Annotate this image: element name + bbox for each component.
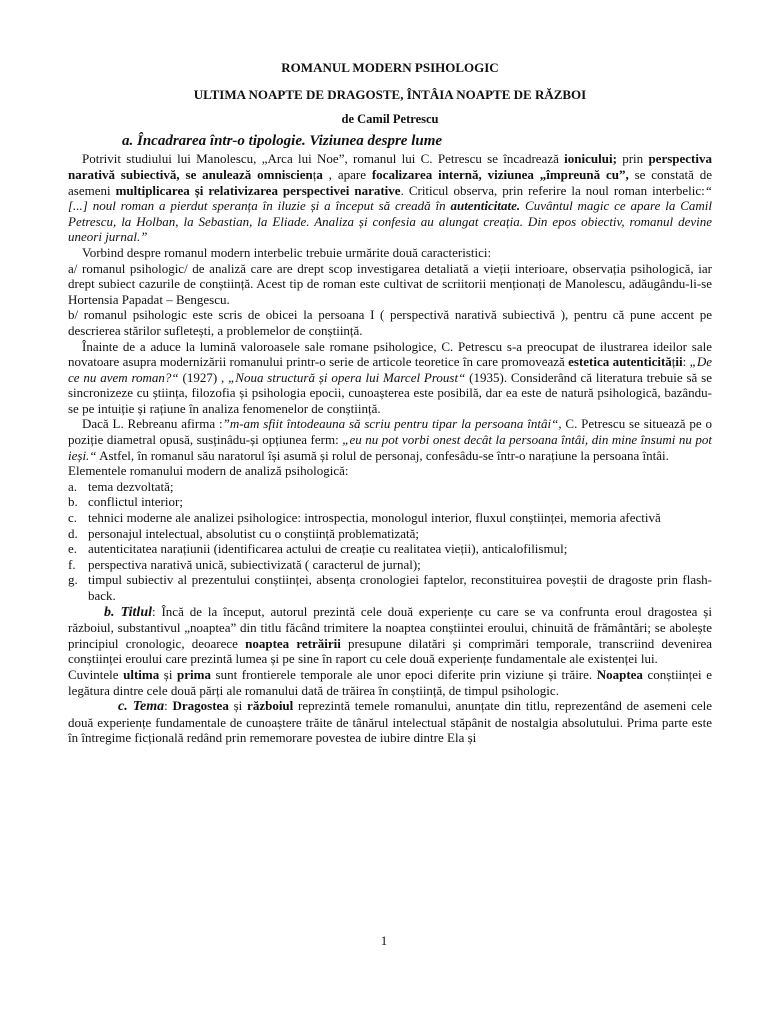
list-item: b. conflictul interior; — [68, 494, 183, 510]
paragraph-5: Înainte de a aduce la lumină valoroasele sale romane psihologice, C. Petrescu s-a preocupat de ilustrarea ideilor sale novatoare asupra modernizării romanului printr-o serie de articole teoretice în care promovează estetica autenticității: „De ce nu avem roman?“ (1927) , „Noua structură și opera lui Marcel Proust“ (1935). Considerând că literatura trebuie să se sincronizeze cu știința, filozofia și psihologia epocii, cunoașterea este posibilă, dar ea este de natură psihologică, bazându-se pe intuiție și rațiune în analiza fenomenelor de conștiință. — [68, 338, 712, 416]
document-title: ROMANUL MODERN PSIHOLOGIC — [281, 60, 499, 75]
section-c-heading: c. Tema — [118, 699, 165, 715]
list-item: a. tema dezvoltată; — [68, 478, 174, 494]
list-item: e. autenticitatea narațiunii (identificarea actului de creație cu realitatea vieții), anticalofilismul; — [68, 541, 568, 557]
paragraph-1: Potrivit studiului lui Manolescu, „Arca lui Noe”, romanul lui C. Petrescu se încadrează ionicului; prin perspectiva narativă subiectivă, se anulează omnisciența , apare focalizarea internă, viziunea „împreună cu”, se constată de asemeni multiplicarea și relativizarea perspectivei narative. Criticul observa, prin referire la noul roman interbelic:“ [...] noul roman a pierdut speranța în iluzie și a început să creadă în autenticitate. Cuvântul magic ce apare la Camil Petrescu, la Holban, la Sebastian, la Eliade. Analiza și confesia au alungat creația. Din epos obiectiv, romanul devine uneori jurnal.” — [68, 151, 713, 245]
section-b-paragraph: b. Titlul: Încă de la început, autorul prezintă cele două experiențe cu care se va confrunta eroul dragostea și războiul, substantivul „noaptea” din titlu făcând trimitere la noaptea conștiintei eroului, chinuită de frământări; se abolește principiul cronologic, deoarece noaptea retrăirii presupune dilatări și comprimări temporale, transcriind devenirea conștiinței eroului care prezintă lumea și pe sine în raport cu cele două experiențe fundamentale ale existenței lui. — [68, 603, 712, 667]
document-author: de Camil Petrescu — [341, 112, 439, 127]
paragraph-8: Cuvintele ultima și prima sunt frontierele temporale ale unor epoci diferite prin viziune și trăire. Noaptea conștiinței e legătura dintre cele două părți ale romanului dată de trăirea în conștiință, de timpul psihologic. — [68, 666, 712, 698]
list-item: c. tehnici moderne ale analizei psihologice: introspectia, monologul interior, fluxul conștiinței, memoria afectivă — [68, 510, 661, 526]
section-c-paragraph: c. Tema: Dragostea și războiul reprezintă temele romanului, anunțate din titlu, reprezentând de asemeni cele două experiențe fundamentale de cunoaștere trăite de tânărul intelectual stăpânit de nostalgia absolutului. Prima parte este în întregime ficțională redând prin rememorare povestea de iubire dintre Ela și — [68, 698, 712, 746]
list-item: g. timpul subiectiv al prezentului conștiinței, absența cronologiei faptelor, reconstituirea poveștii de dragoste prin flash-back. — [68, 572, 712, 603]
paragraph-2: Vorbind despre romanul modern interbelic trebuie urmărite două caracteristici: — [82, 244, 492, 260]
document-subtitle: ULTIMA NOAPTE DE DRAGOSTE, ÎNTÂIA NOAPTE DE RĂZBOI — [193, 86, 587, 102]
paragraph-7: Elementele romanului modern de analiză psihologică: — [68, 463, 349, 479]
paragraph-4: b/ romanul psihologic este scris de obicei la persoana I ( perspectivă narativă subiectivă ), pentru că pune accent pe descrierea stărilor sufletești, a problemelor de conștiință. — [68, 307, 712, 338]
section-a-heading: a. Încadrarea într-o tipologie. Viziunea despre lume — [122, 132, 443, 149]
list-item: d. personajul intelectual, absolutist cu o conștiință problematizată; — [68, 525, 420, 541]
page-number: 1 — [380, 933, 388, 948]
elements-list — [68, 479, 712, 604]
paragraph-6: Dacă L. Rebreanu afirma :”m-am sfiit întodeauna să scriu pentru tipar la persoana întâi“, C. Petrescu se situează pe o poziție diametral opusă, susținâdu-și opțiunea ferm: „eu nu pot vorbi onest decât la persoana întâi, din mine însumi nu pot ieși.“ Astfel, în romanul său naratorul își asumă și rolul de personaj, confesâdu-se într-o narațiune la persoana întâi. — [68, 416, 713, 463]
document-body — [68, 60, 712, 746]
paragraph-3: a/ romanul psihologic/ de analiză care are drept scop investigarea detaliată a vieții interioare, observația psihologică, iar drept subiect cazurile de conștiință. Acest tip de roman este cultivat de scriitorii menționați de Manolescu, adăugându-li-se Hortensia Papadat – Bengescu. — [68, 260, 712, 307]
list-item: f. perspectiva narativă unică, subiectivizată ( caracterul de jurnal); — [68, 556, 421, 572]
section-b-heading: b. Titlul — [104, 604, 152, 620]
